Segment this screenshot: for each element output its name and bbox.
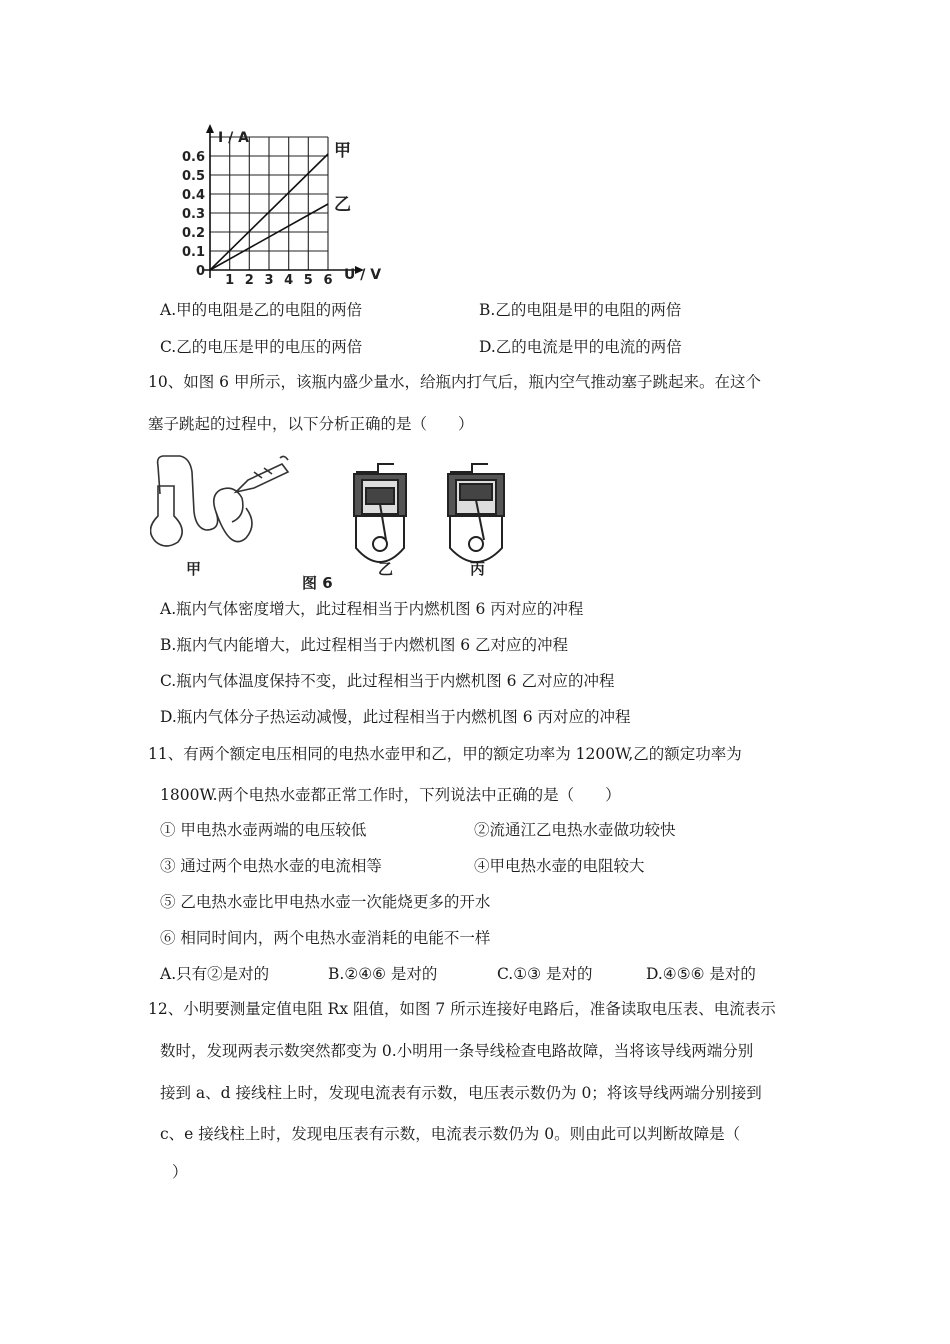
x-tick: 2	[244, 273, 254, 286]
y-tick: 0.6	[181, 150, 205, 165]
q9-option-a: A.甲的电阻是乙的电阻的两倍	[160, 301, 363, 319]
q11-option-a: A.只有②是对的	[160, 965, 270, 983]
y-tick: 0.2	[181, 226, 205, 241]
q10-stem-line2: 塞子跳起的过程中，以下分析正确的是（ ）	[148, 415, 474, 433]
line-label-jia: 甲	[334, 141, 351, 161]
flask-pump-illustration	[150, 456, 288, 546]
q11-statement-1: ① 甲电热水壶两端的电压较低	[160, 821, 367, 839]
q11-stem-line2: 1800W.两个电热水壶都正常工作时，下列说法中正确的是（ ）	[160, 786, 621, 804]
y-tick: 0	[195, 264, 205, 279]
q10-stem-line1: 10、如图 6 甲所示，该瓶内盛少量水，给瓶内打气后，瓶内空气推动塞子跳起来。在这个	[148, 373, 761, 391]
q11-option-d: D.④⑤⑥ 是对的	[646, 965, 756, 983]
q12-stem-line4: c、e 接线柱上时，发现电压表有示数，电流表示数仍为 0。则由此可以判断故障是（	[160, 1125, 741, 1143]
fig6-label-bing: 丙	[470, 560, 486, 578]
q10-option-b: B.瓶内气内能增大，此过程相当于内燃机图 6 乙对应的冲程	[160, 636, 569, 654]
y-tick: 0.1	[181, 245, 205, 260]
engine-yi-illustration	[354, 464, 406, 562]
engine-bing-illustration	[448, 464, 504, 562]
x-tick: 5	[303, 273, 313, 286]
fig6-label-jia: 甲	[186, 560, 202, 578]
fig6-label-yi: 乙	[378, 560, 394, 578]
q11-option-b: B.②④⑥ 是对的	[328, 965, 438, 983]
line-label-yi: 乙	[334, 195, 351, 215]
x-tick: 1	[225, 273, 235, 286]
q12-stem-line2: 数时，发现两表示数突然都变为 0.小明用一条导线检查电路故障，当将该导线两端分别	[160, 1042, 754, 1060]
q11-statement-2: ②流通江乙电热水壶做功较快	[474, 821, 676, 839]
x-axis-label: U / V	[344, 267, 382, 283]
q10-option-c: C.瓶内气体温度保持不变，此过程相当于内燃机图 6 乙对应的冲程	[160, 672, 615, 690]
y-tick: 0.3	[181, 207, 205, 222]
q9-option-d: D.乙的电流是甲的电流的两倍	[479, 338, 682, 356]
q11-option-c: C.①③ 是对的	[497, 965, 593, 983]
x-tick: 6	[323, 273, 333, 286]
y-tick: 0.4	[181, 188, 205, 203]
q11-statement-5: ⑤ 乙电热水壶比甲电热水壶一次能烧更多的开水	[160, 893, 491, 911]
q10-option-d: D.瓶内气体分子热运动减慢，此过程相当于内燃机图 6 丙对应的冲程	[160, 708, 631, 726]
y-axis-label: I / A	[218, 130, 249, 146]
iu-graph	[168, 124, 408, 286]
q12-stem-line3: 接到 a、d 接线柱上时，发现电流表有示数，电压表示数仍为 0；将该导线两端分别接到	[160, 1084, 762, 1102]
q12-stem-line1: 12、小明要测量定值电阻 Rx 阻值，如图 7 所示连接好电路后，准备读取电压表、电流表示	[148, 1000, 776, 1018]
fig6-caption: 图 6	[302, 574, 333, 592]
q11-statement-3: ③ 通过两个电热水壶的电流相等	[160, 857, 382, 875]
q10-option-a: A.瓶内气体密度增大，此过程相当于内燃机图 6 丙对应的冲程	[160, 600, 584, 618]
x-tick: 4	[284, 273, 294, 286]
q11-stem-line1: 11、有两个额定电压相同的电热水壶甲和乙，甲的额定功率为 1200W,乙的额定功率为	[148, 745, 742, 763]
q11-statement-6: ⑥ 相同时间内，两个电热水壶消耗的电能不一样	[160, 929, 491, 947]
q11-statement-4: ④甲电热水壶的电阻较大	[474, 857, 645, 875]
q12-stem-line5: ）	[172, 1163, 188, 1181]
q9-option-c: C.乙的电压是甲的电压的两倍	[160, 338, 363, 356]
y-tick: 0.5	[181, 169, 205, 184]
figure-6	[150, 452, 520, 592]
x-tick: 3	[264, 273, 274, 286]
q9-option-b: B.乙的电阻是甲的电阻的两倍	[479, 301, 682, 319]
